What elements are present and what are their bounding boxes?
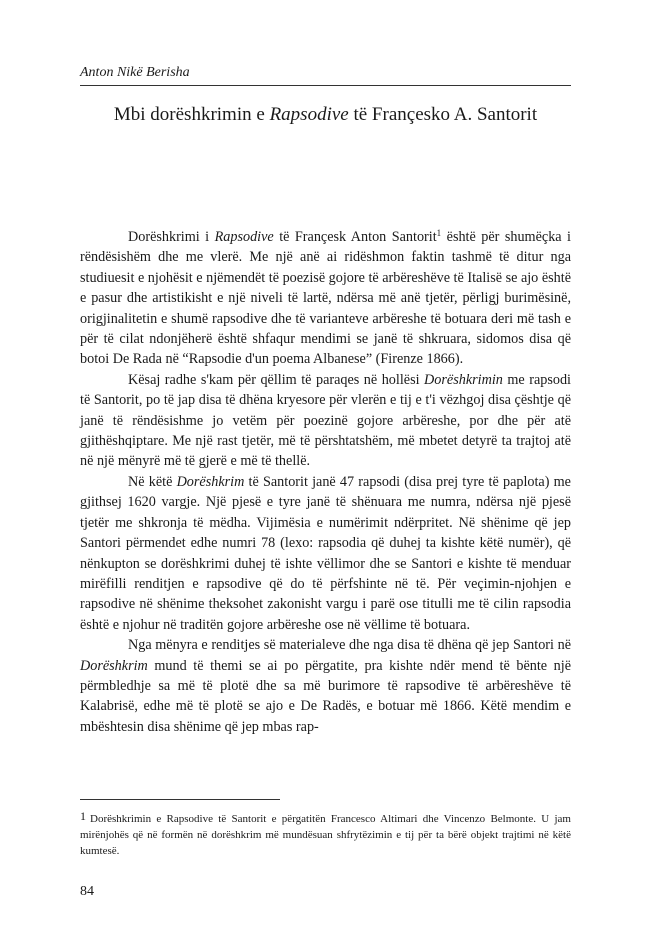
text-run: Kësaj radhe s'kam për qëllim të paraqes në hollësi: [128, 371, 425, 388]
footnote-divider: [80, 799, 280, 800]
title-end: të Françesko A. Santorit: [348, 104, 538, 125]
title-italic: Rapsodive: [269, 104, 349, 125]
footnote-mark: 1: [80, 809, 86, 823]
text-run: Nga mënyra e renditjes së materialeve dhe nga disa të dhëna që jep Santori në: [128, 637, 571, 654]
italic-text: Dorëshkrimin: [424, 371, 503, 388]
running-head: Anton Nikë Berisha: [80, 64, 571, 86]
paragraph: [80, 635, 571, 737]
text-run: është për shumëçka i rëndësishëm dhe me vlerë. Me një anë ai ridëshmon faktin tashmë të ditur nga studiuesit e njohësit e njëmendët të poezisë gojore të arbëreshëve të Italisë se ajo është e pasur dhe artistikisht e një niveli të lartë, ndërsa më anë tjetër, përligj burimësinë, origjinalitetin e shumë rapsodive dhe të varianteve arbëreshe të botuara deri më tash e për të cilat ndonjëherë është shfaqur mendimi se janë të shkruara, sidomos disa që botoi De Rada në “Rapsodie d'un poema Albanese” (Firenze 1866).: [80, 229, 571, 368]
italic-text: Dorëshkrim: [80, 657, 148, 674]
footnote: [80, 808, 571, 859]
text-run: Dorëshkrimi i: [128, 229, 215, 245]
footnote-text: Dorëshkrimin e Rapsodive të Santorit e përgatitën Francesco Altimari dhe Vincenzo Belmonte. U jam mirënjohës që në formën në dorëshkrim më mundësuan shfrytëzimin e tij për ta bërë objekt trajtimi në këtë kumtesë.: [80, 813, 571, 857]
footnote-reference: 1: [436, 228, 442, 238]
text-run: të Santorit janë 47 rapsodi (disa prej tyre të paplota) me gjithsej 1620 vargje. Një pjesë e tyre janë të shënuara me numra, ndërsa një pjesë tjetër me shkronja të mëdha. Vijimësia e numërimit ndërpritet. Në shënime që jep Santori përmendet edhe numri 78 (lexo: rapsodia që duhej ta kishte këtë numër), që nënkupton se dorëshkrimi duhej të ishte vëllimor dhe se Santori e kishte të menduar mirëfilli renditjen e rapsodive që do të përfshinte në të. Për veçimin-njohjen e rapsodive në shënime theksohet zakonisht vargu i parë ose titulli me të cilin rapsodia është e njohur në traditën gojore arbëreshe ose në vëllime të botuara.: [80, 473, 571, 633]
text-run: të Françesk Anton Santorit: [273, 229, 437, 245]
title-start: Mbi dorëshkrimin e: [113, 104, 270, 125]
paragraph: [80, 472, 571, 635]
paragraph: [80, 370, 571, 472]
page-title: [80, 103, 571, 127]
body-text: [80, 227, 571, 737]
text-run: me rapsodi të Santorit, po të jap disa të dhëna kryesore për vlerën e tij e t'i vëzhgoj disa çështje që janë të rëndësishme jo vetëm për poezinë gojore arbëreshe, por dhe për atë gjithëshqiptare. Me një rast tjetër, më të përshtatshëm, më mbetet detyrë ta trajtoj atë në një mënyrë më të gjerë e më të thellë.: [80, 371, 571, 470]
text-run: Në këtë: [128, 473, 177, 490]
italic-text: Dorëshkrim: [176, 473, 245, 490]
paragraph: [80, 227, 571, 370]
italic-text: Rapsodive: [214, 229, 274, 245]
page-number: 84: [80, 884, 94, 899]
text-run: mund të themi se ai po përgatite, pra kishte ndër mend të bënte një përmbledhje sa më të plotë dhe sa më burimore të rapsodive të arbëreshëve të Kalabrisë, edhe më të plotë se ajo e De Radës, e botuar më 1866. Këtë mendim e mbështesin disa shënime që jep mbas rap-: [80, 657, 571, 735]
